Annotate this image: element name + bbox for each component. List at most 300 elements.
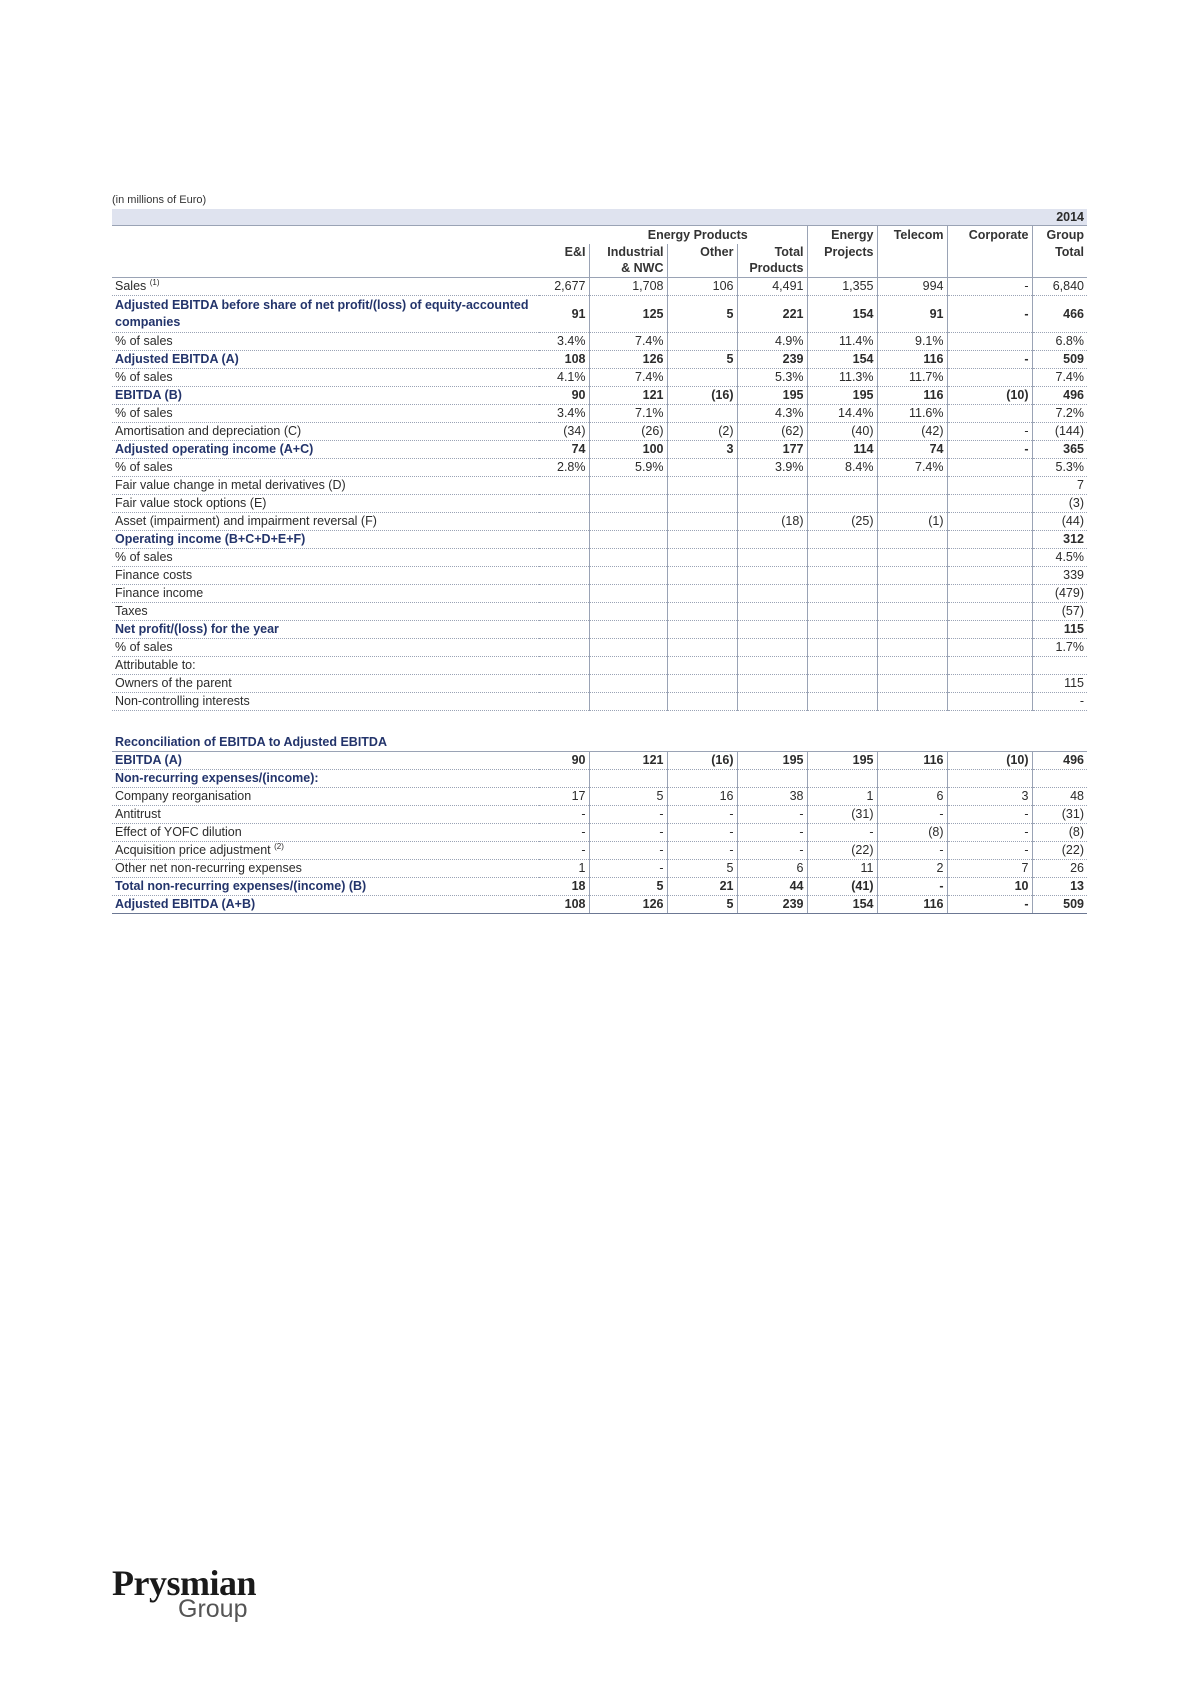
cell-value: 11.4% — [807, 333, 877, 351]
cell-value: - — [947, 441, 1032, 459]
cell-value: 14.4% — [807, 405, 877, 423]
cell-value — [737, 657, 807, 675]
logo-group: Group — [178, 1595, 248, 1623]
cell-value: 116 — [877, 351, 947, 369]
cell-value: 5.3% — [1032, 459, 1087, 477]
year-label: 2014 — [1032, 209, 1087, 226]
cell-value — [807, 531, 877, 549]
cell-value: 239 — [737, 351, 807, 369]
cell-value — [539, 477, 589, 495]
cell-value — [589, 531, 667, 549]
cell-value — [1032, 770, 1087, 788]
cell-value: 195 — [807, 752, 877, 770]
cell-value — [589, 621, 667, 639]
footnote-ref: (2) — [274, 842, 284, 851]
cell-value: 91 — [539, 296, 589, 333]
cell-value: (479) — [1032, 585, 1087, 603]
row-label: % of sales — [112, 369, 539, 387]
row-label: Total non-recurring expenses/(income) (B) — [112, 878, 539, 896]
cell-value — [947, 369, 1032, 387]
cell-value: (3) — [1032, 495, 1087, 513]
row-label: Fair value change in metal derivatives (D) — [112, 477, 539, 495]
cell-value: (2) — [667, 423, 737, 441]
cell-value: 16 — [667, 788, 737, 806]
cell-value — [667, 369, 737, 387]
cell-value: 18 — [539, 878, 589, 896]
header-row-3 — [112, 260, 1087, 278]
cell-value — [539, 639, 589, 657]
cell-value: - — [947, 278, 1032, 296]
cell-value: 1 — [539, 860, 589, 878]
cell-value: 7 — [1032, 477, 1087, 495]
table-row — [112, 752, 1087, 770]
cell-value: (16) — [667, 387, 737, 405]
cell-value: (26) — [589, 423, 667, 441]
cell-value: 116 — [877, 387, 947, 405]
cell-value — [667, 639, 737, 657]
cell-value: 7 — [947, 860, 1032, 878]
cell-value — [539, 770, 589, 788]
row-label: Net profit/(loss) for the year — [112, 621, 539, 639]
cell-value: - — [667, 842, 737, 860]
cell-value — [667, 333, 737, 351]
cell-value: 5 — [667, 351, 737, 369]
cell-value: 121 — [589, 752, 667, 770]
cell-value — [667, 693, 737, 711]
table-row — [112, 585, 1087, 603]
row-label: Operating income (B+C+D+E+F) — [112, 531, 539, 549]
cell-value: (10) — [947, 387, 1032, 405]
cell-value — [667, 495, 737, 513]
cell-value — [539, 585, 589, 603]
cell-value: 100 — [589, 441, 667, 459]
header-telecom: Telecom — [877, 226, 947, 245]
cell-value: 11.6% — [877, 405, 947, 423]
cell-value: 8.4% — [807, 459, 877, 477]
table-row — [112, 387, 1087, 405]
cell-value: (34) — [539, 423, 589, 441]
row-label: EBITDA (A) — [112, 752, 539, 770]
cell-value: 108 — [539, 896, 589, 914]
cell-value: 3.4% — [539, 333, 589, 351]
cell-value: (10) — [947, 752, 1032, 770]
cell-value: 7.4% — [877, 459, 947, 477]
header-row-1 — [112, 226, 1087, 245]
cell-value: (8) — [1032, 824, 1087, 842]
cell-value — [589, 675, 667, 693]
cell-value: 496 — [1032, 387, 1087, 405]
cell-value: 74 — [539, 441, 589, 459]
cell-value — [667, 603, 737, 621]
table-row — [112, 842, 1087, 860]
table-row — [112, 477, 1087, 495]
cell-value: (41) — [807, 878, 877, 896]
cell-value — [539, 675, 589, 693]
table-row — [112, 788, 1087, 806]
cell-value: 4.9% — [737, 333, 807, 351]
cell-value — [947, 770, 1032, 788]
cell-value: - — [539, 806, 589, 824]
cell-value: 239 — [737, 896, 807, 914]
cell-value — [667, 585, 737, 603]
recon-title: Reconciliation of EBITDA to Adjusted EBITDA — [112, 733, 1087, 752]
cell-value — [807, 621, 877, 639]
cell-value — [539, 513, 589, 531]
table-row — [112, 657, 1087, 675]
cell-value: - — [539, 842, 589, 860]
cell-value — [947, 585, 1032, 603]
cell-value: 90 — [539, 387, 589, 405]
cell-value: 3.9% — [737, 459, 807, 477]
cell-value: - — [589, 860, 667, 878]
cell-value: 116 — [877, 752, 947, 770]
row-label: Acquisition price adjustment $^{(2)}$ — [112, 842, 539, 860]
cell-value — [737, 603, 807, 621]
cell-value — [947, 621, 1032, 639]
cell-value — [877, 549, 947, 567]
cell-value: - — [667, 824, 737, 842]
cell-value — [947, 513, 1032, 531]
cell-value: 74 — [877, 441, 947, 459]
footnote-ref: (1) — [149, 278, 160, 287]
cell-value: - — [737, 842, 807, 860]
cell-value: 195 — [807, 387, 877, 405]
cell-value — [877, 770, 947, 788]
cell-value: 11 — [807, 860, 877, 878]
table-row — [112, 513, 1087, 531]
cell-value: (44) — [1032, 513, 1087, 531]
cell-value: - — [667, 806, 737, 824]
cell-value: 90 — [539, 752, 589, 770]
cell-value — [807, 657, 877, 675]
cell-value: (144) — [1032, 423, 1087, 441]
cell-value: 10 — [947, 878, 1032, 896]
cell-value: - — [877, 842, 947, 860]
table-row — [112, 351, 1087, 369]
cell-value: 4.3% — [737, 405, 807, 423]
cell-value: (31) — [1032, 806, 1087, 824]
row-label: EBITDA (B) — [112, 387, 539, 405]
cell-value — [737, 675, 807, 693]
cell-value — [947, 675, 1032, 693]
row-label: Adjusted EBITDA before share of net profit/(loss) of equity-accounted companies — [112, 296, 539, 333]
table-row — [112, 549, 1087, 567]
row-label: Company reorganisation — [112, 788, 539, 806]
cell-value: 4.5% — [1032, 549, 1087, 567]
cell-value: 6,840 — [1032, 278, 1087, 296]
cell-value: 11.7% — [877, 369, 947, 387]
row-label: Attributable to: — [112, 657, 539, 675]
cell-value: - — [947, 896, 1032, 914]
cell-value: 5 — [667, 896, 737, 914]
cell-value — [807, 567, 877, 585]
cell-value: - — [877, 878, 947, 896]
table-row — [112, 278, 1087, 296]
cell-value: (25) — [807, 513, 877, 531]
cell-value — [947, 405, 1032, 423]
cell-value: 154 — [807, 896, 877, 914]
table-row — [112, 824, 1087, 842]
cell-value: 6.8% — [1032, 333, 1087, 351]
cell-value: 7.1% — [589, 405, 667, 423]
cell-value: - — [589, 842, 667, 860]
cell-value — [947, 657, 1032, 675]
cell-value — [589, 639, 667, 657]
table-row — [112, 693, 1087, 711]
table-row — [112, 770, 1087, 788]
cell-value — [539, 603, 589, 621]
header-group: Group — [1032, 226, 1087, 245]
cell-value: 9.1% — [877, 333, 947, 351]
cell-value — [807, 639, 877, 657]
cell-value — [589, 477, 667, 495]
cell-value: 5 — [589, 788, 667, 806]
cell-value: (22) — [1032, 842, 1087, 860]
cell-value: 1.7% — [1032, 639, 1087, 657]
cell-value — [539, 621, 589, 639]
cell-value: - — [737, 806, 807, 824]
cell-value — [589, 567, 667, 585]
cell-value: 3 — [667, 441, 737, 459]
cell-value: 5.9% — [589, 459, 667, 477]
cell-value: 126 — [589, 896, 667, 914]
row-label: Effect of YOFC dilution — [112, 824, 539, 842]
table-row — [112, 405, 1087, 423]
header-total: Total — [737, 244, 807, 260]
cell-value: (18) — [737, 513, 807, 531]
cell-value — [539, 495, 589, 513]
cell-value — [667, 513, 737, 531]
cell-value: 5 — [667, 860, 737, 878]
cell-value: - — [947, 423, 1032, 441]
table-row — [112, 333, 1087, 351]
cell-value — [877, 585, 947, 603]
table-row — [112, 531, 1087, 549]
header-other: Other — [667, 244, 737, 260]
cell-value: 154 — [807, 351, 877, 369]
cell-value: 5 — [667, 296, 737, 333]
table-row — [112, 495, 1087, 513]
cell-value — [667, 567, 737, 585]
cell-value: 106 — [667, 278, 737, 296]
cell-value — [589, 513, 667, 531]
cell-value — [737, 621, 807, 639]
cell-value: - — [947, 824, 1032, 842]
cell-value — [877, 621, 947, 639]
segment-table — [112, 209, 1087, 914]
row-label: Other net non-recurring expenses — [112, 860, 539, 878]
cell-value — [589, 770, 667, 788]
row-label: Adjusted EBITDA (A) — [112, 351, 539, 369]
recon-title-row — [112, 733, 1087, 752]
recon-section — [112, 711, 1087, 752]
cell-value — [947, 693, 1032, 711]
header-total-2: Products — [737, 260, 807, 278]
table-row — [112, 369, 1087, 387]
cell-value: (16) — [667, 752, 737, 770]
cell-value — [667, 621, 737, 639]
cell-value — [667, 405, 737, 423]
cell-value: 994 — [877, 278, 947, 296]
prysmian-logo — [112, 1565, 256, 1621]
row-label: % of sales — [112, 405, 539, 423]
row-label: Sales $^{(1)}$ — [112, 278, 539, 296]
table-row — [112, 423, 1087, 441]
cell-value: 312 — [1032, 531, 1087, 549]
cell-value: 116 — [877, 896, 947, 914]
cell-value — [947, 639, 1032, 657]
cell-value: (57) — [1032, 603, 1087, 621]
cell-value: 195 — [737, 387, 807, 405]
cell-value — [877, 531, 947, 549]
header-energy-products: Energy Products — [647, 228, 748, 242]
cell-value — [947, 495, 1032, 513]
cell-value: 154 — [807, 296, 877, 333]
table-row — [112, 567, 1087, 585]
table-row — [112, 806, 1087, 824]
cell-value — [807, 495, 877, 513]
cell-value — [947, 477, 1032, 495]
header-energy-projects: Energy — [807, 226, 877, 245]
cell-value — [589, 693, 667, 711]
cell-value: 7.4% — [1032, 369, 1087, 387]
header-group-2: Total — [1032, 244, 1087, 260]
row-label: Taxes — [112, 603, 539, 621]
table-row — [112, 459, 1087, 477]
cell-value: 121 — [589, 387, 667, 405]
cell-value: 48 — [1032, 788, 1087, 806]
cell-value — [589, 495, 667, 513]
cell-value — [947, 333, 1032, 351]
cell-value: 13 — [1032, 878, 1087, 896]
cell-value: (22) — [807, 842, 877, 860]
table-row — [112, 896, 1087, 914]
cell-value: 17 — [539, 788, 589, 806]
row-label: Asset (impairment) and impairment reversal (F) — [112, 513, 539, 531]
cell-value: - — [947, 351, 1032, 369]
cell-value — [539, 567, 589, 585]
cell-value — [947, 567, 1032, 585]
cell-value — [807, 585, 877, 603]
cell-value: (31) — [807, 806, 877, 824]
cell-value: - — [877, 806, 947, 824]
cell-value: 7.2% — [1032, 405, 1087, 423]
cell-value — [807, 603, 877, 621]
cell-value: 466 — [1032, 296, 1087, 333]
cell-value — [737, 549, 807, 567]
cell-value: 115 — [1032, 675, 1087, 693]
header-ei: E&I — [564, 245, 586, 259]
cell-value — [667, 531, 737, 549]
row-label: Amortisation and depreciation (C) — [112, 423, 539, 441]
row-label: Non-controlling interests — [112, 693, 539, 711]
cell-value: 1 — [807, 788, 877, 806]
cell-value: 177 — [737, 441, 807, 459]
cell-value: 125 — [589, 296, 667, 333]
cell-value — [807, 477, 877, 495]
cell-value — [877, 603, 947, 621]
cell-value: 108 — [539, 351, 589, 369]
row-label: % of sales — [112, 639, 539, 657]
table-row — [112, 639, 1087, 657]
cell-value: 91 — [877, 296, 947, 333]
table-row — [112, 296, 1087, 333]
cell-value — [667, 657, 737, 675]
cell-value: 115 — [1032, 621, 1087, 639]
header-energy-projects-2: Projects — [807, 244, 877, 260]
cell-value: - — [737, 824, 807, 842]
financial-statement — [112, 194, 1087, 914]
cell-value: 7.4% — [589, 333, 667, 351]
cell-value: 365 — [1032, 441, 1087, 459]
cell-value: 496 — [1032, 752, 1087, 770]
cell-value — [877, 477, 947, 495]
cell-value: 2,677 — [539, 278, 589, 296]
cell-value — [737, 477, 807, 495]
row-label: Finance costs — [112, 567, 539, 585]
table-row — [112, 675, 1087, 693]
cell-value — [737, 585, 807, 603]
cell-value: - — [947, 296, 1032, 333]
cell-value — [667, 477, 737, 495]
cell-value: 7.4% — [589, 369, 667, 387]
cell-value — [877, 693, 947, 711]
cell-value: 195 — [737, 752, 807, 770]
cell-value: 5 — [589, 878, 667, 896]
cell-value: 339 — [1032, 567, 1087, 585]
cell-value — [877, 657, 947, 675]
row-label: Finance income — [112, 585, 539, 603]
cell-value — [539, 693, 589, 711]
cell-value — [807, 693, 877, 711]
cell-value: 509 — [1032, 351, 1087, 369]
cell-value — [667, 770, 737, 788]
row-label: Antitrust — [112, 806, 539, 824]
cell-value: 2.8% — [539, 459, 589, 477]
cell-value: (42) — [877, 423, 947, 441]
cell-value — [807, 770, 877, 788]
cell-value: 4,491 — [737, 278, 807, 296]
recon-rows — [112, 752, 1087, 914]
row-label: Owners of the parent — [112, 675, 539, 693]
cell-value: 21 — [667, 878, 737, 896]
row-label: % of sales — [112, 549, 539, 567]
year-row — [112, 209, 1087, 226]
cell-value: 1,355 — [807, 278, 877, 296]
cell-value — [589, 603, 667, 621]
cell-value — [947, 603, 1032, 621]
cell-value — [737, 693, 807, 711]
cell-value — [737, 495, 807, 513]
row-label: Adjusted operating income (A+C) — [112, 441, 539, 459]
cell-value: (62) — [737, 423, 807, 441]
cell-value — [539, 657, 589, 675]
table-row — [112, 441, 1087, 459]
cell-value: - — [1032, 693, 1087, 711]
header-corporate: Corporate — [947, 226, 1032, 245]
cell-value: - — [807, 824, 877, 842]
table-row — [112, 860, 1087, 878]
unit-note: (in millions of Euro) — [112, 194, 207, 206]
cell-value — [877, 639, 947, 657]
row-label: % of sales — [112, 333, 539, 351]
main-rows — [112, 278, 1087, 711]
row-label: % of sales — [112, 459, 539, 477]
cell-value — [737, 567, 807, 585]
cell-value: (40) — [807, 423, 877, 441]
cell-value: 6 — [877, 788, 947, 806]
cell-value — [539, 549, 589, 567]
